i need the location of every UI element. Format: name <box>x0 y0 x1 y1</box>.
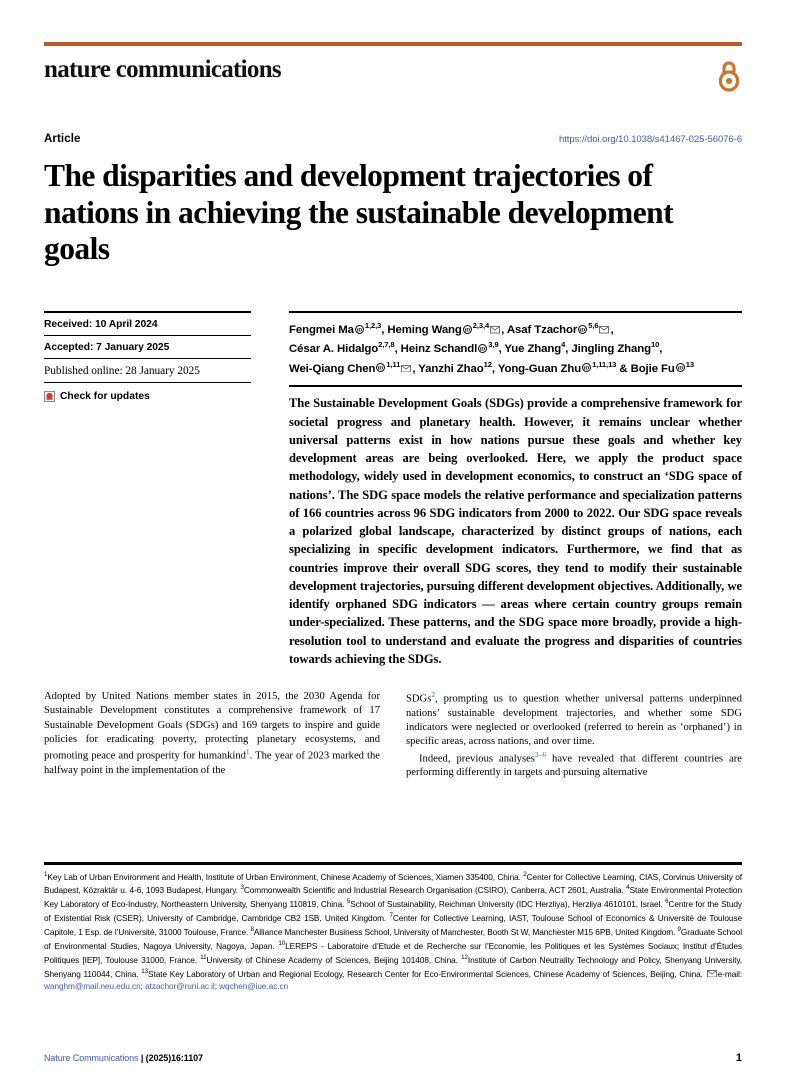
footer-volume-pages: | (2025)16:1107 <box>140 1053 203 1063</box>
check-for-updates-label: Check for updates <box>60 391 150 403</box>
envelope-icon[interactable] <box>490 326 500 334</box>
metadata-and-abstract <box>44 311 742 669</box>
affiliation-marker: 1,11 <box>386 359 401 369</box>
affiliation-entry: School of Sustainability, Reichman University (IDC Herzliya), Herzliya 4610101, Israel. <box>350 898 666 909</box>
footer-citation <box>44 1053 203 1063</box>
affiliation-number: 11 <box>200 953 207 961</box>
affiliation-marker: 1,11,13 <box>592 359 617 369</box>
affiliation-marker: 2,7,8 <box>378 340 395 350</box>
orcid-icon[interactable] <box>355 325 364 334</box>
svg-text:iD: iD <box>464 327 470 334</box>
affiliation-entry: Centre for the Study of Existential Risk (CSER), University of Cambridge, Cambridge CB2 1SB, United Kingdom. <box>44 898 742 923</box>
svg-text:iD: iD <box>356 327 362 334</box>
author-name[interactable]: Yanzhi Zhao <box>418 362 484 375</box>
affiliation-entry: Center for Collective Learning, IAST, Toulouse School of Economics & Université de Toulouse Capitole, 1 Esp. de l’Université, 31000 Toulouse, France. <box>44 912 742 937</box>
crossmark-icon <box>44 391 55 402</box>
svg-text:iD: iD <box>583 366 590 373</box>
metadata-panel <box>44 311 251 669</box>
affiliation-marker: 4 <box>561 340 566 350</box>
affiliation-entry: Graduate School of Environmental Studies, Nagoya University, Nagoya, Japan. <box>44 926 742 951</box>
affiliation-number: 2 <box>523 870 527 878</box>
affiliation-entry: Key Lab of Urban Environment and Health, Institute of Urban Environment, Chinese Academy of Sciences, Xiamen 335400, China. <box>47 871 524 882</box>
page-number: 1 <box>735 1052 742 1064</box>
page-title: The disparities and development trajectories of nations in achieving the sustainable development goals <box>44 158 674 267</box>
affiliation-number: 4 <box>626 884 630 892</box>
masthead <box>44 56 742 97</box>
paragraph: Indeed, previous analyses$^{3-6}$ have revealed that different countries are performing differently in targets and pursuing alternative <box>406 749 743 779</box>
affiliation-number: 12 <box>461 953 468 961</box>
body-columns <box>44 690 742 780</box>
email-label: e-mail: <box>717 968 742 979</box>
orcid-icon[interactable] <box>376 363 385 372</box>
affiliation-number: 7 <box>389 912 393 920</box>
affiliation-number: 3 <box>240 884 244 892</box>
orcid-icon[interactable] <box>578 325 587 334</box>
orcid-icon[interactable] <box>463 325 472 334</box>
paragraph: Adopted by United Nations member states in 2015, the 2030 Agenda for Sustainable Development constitutes a comprehensive framework of 17 Sustainable Development Goals (SDGs) and 169 targets to inspire and guide policies for eradicating poverty, protecting planetary ecosystems, and promoting peace and prosperity for humankind$^1$. The year of 2023 marked the halfway point in the implementation of the <box>44 691 380 776</box>
paragraph: SDGs$^2$, prompting us to question whether universal patterns underpinned nations’ sustainable development trajectories, and whether some SDG indicators were neglected or overlooked (referred to herein as ‘orphaned’) in specific areas, across nations, and over time. <box>406 690 742 748</box>
author-name[interactable]: Wei-Qiang Chen <box>289 362 376 375</box>
orcid-icon[interactable] <box>676 363 685 372</box>
email-link[interactable]: atzachor@runi.ac.il <box>145 981 215 992</box>
svg-text:iD: iD <box>580 327 586 334</box>
reference-marker[interactable]: 2 <box>431 690 436 700</box>
affiliation-number: 5 <box>346 898 351 906</box>
affiliations-section <box>44 862 742 993</box>
affiliation-entry: State Key Laboratory of Urban and Regional Ecology, Research Center for Eco-Environmental Sciences, Chinese Academy of Sciences, Beijing, China. <box>148 968 706 979</box>
affiliation-marker: 1,2,3 <box>364 321 382 331</box>
author-name[interactable]: Yong-Guan Zhu <box>497 362 582 375</box>
doi-link[interactable]: https://doi.org/10.1038/s41467-025-56076-6 <box>558 134 742 145</box>
affiliations-text: $^1$Key Lab of Urban Environment and Health, Institute of Urban Environment, Chinese Academy of Sciences, Xiamen 335400, China. $^2$Center for Collective Learning, CIAS, Corvinus University of Budapest, Közraktár u. 4-6, 1093 Budapest, Hungary. $^3$Commonwealth Scientific and Industrial Research Organisation (CSIRO), Canberra, ACT 2601, Australia. $^4$State Environmental Protection Key Laboratory of Eco-Industry, Northeastern University, Shenyang 110819, China. $^5$School of Sustainability, Reichman University (IDC Herzliya), Herzliya 4610101, Israel. $^6$Centre for the Study of Existential Risk (CSER), University of Cambridge, Cambridge CB2 1SB, United Kingdom. $^7$Center for Collective Learning, IAST, Toulouse School of Economics & Université de Toulouse Capitole, 1 Esp. de l’Université, 31000 Toulouse, France. $^8$Alliance Manchester Business School, University of Manchester, Booth St W, Manchester M15 6PB, United Kingdom. $^9$Graduate School of Environmental Studies, Nagoya University, Nagoya, Japan. $^{10}$LEREPS - Laboratoire d’Etude et de Recherche sur l’Economie, les Politiques et les Systèmes Sociaux; Institut d’Études Politiques [IEP], Toulouse 31000, France. $^{11}$University of Chinese Academy of Sciences, Beijing 101408, China. $^{12}$Institute of Carbon Neutrality Technology and Policy, Shenyang University, Shenyang 110044, China. $^{13}$State Key Laboratory of Urban and Regional Ecology, Research Center for Eco-Environmental Sciences, Chinese Academy of Sciences, Beijing, China. e-mail: wanghm@mail.neu.edu.cn; atzachor@runi.ac.il; wqchen@iue.ac.cn <box>44 870 743 992</box>
masthead-accent-rule <box>44 42 742 46</box>
envelope-icon[interactable] <box>401 365 411 373</box>
article-header-row <box>44 133 742 145</box>
article-page <box>0 42 786 1089</box>
affiliation-marker: 12 <box>483 359 492 369</box>
body-column-left <box>44 690 380 780</box>
affiliation-entry: LEREPS - Laboratoire d’Etude et de Recherche sur l’Economie, les Politiques et les Systèmes Sociaux; Institut d’Études Politiques [IEP], Toulouse 31000, France. <box>44 940 742 965</box>
article-type-label: Article <box>44 133 81 145</box>
author-line: Fengmei Ma iD $^{1,2,3}$, Heming Wang iD $^{2,3,4}$ , Asaf Tzachor iD $^{5,6}$ , <box>289 321 614 336</box>
affiliation-entry: State Environmental Protection Key Laboratory of Eco-Industry, Northeastern University, Shenyang 110819, China. <box>44 885 742 909</box>
open-access-lock-icon <box>716 58 742 97</box>
affiliation-number: 8 <box>250 925 254 933</box>
abstract-text: The Sustainable Development Goals (SDGs) provide a comprehensive framework for societal progress and planetary health. However, it remains unclear whether universal patterns exist in how nations pursue these goals and whether key development areas are being overlooked. Here, we apply the product space methodology, widely used in development economics, to construct an ‘SDG space of nations’. The SDG space models the relative performance and specialization patterns of 166 countries across 96 SDG indicators from 2000 to 2022. Our SDG space reveals a polarized global landscape, characterized by distinct groups of nations, each specializing in specific development indicators. Furthermore, we find that as countries improve their overall SDG scores, they tend to modify their sustainable development trajectories, pursuing different development objectives. Additionally, we identify orphaned SDG indicators — areas where certain country groups remain under-specialized. These patterns, and the SDG space more broadly, provide a high-resolution tool to understand and evaluate the progress and disparities of countries towards achieving the SDGs. <box>289 396 742 666</box>
orcid-icon[interactable] <box>478 344 487 353</box>
author-name[interactable]: Yue Zhang <box>504 343 562 356</box>
author-name[interactable]: Jingling Zhang <box>571 343 651 356</box>
page-footer <box>44 1052 742 1064</box>
body-column-right <box>406 690 742 780</box>
author-name[interactable]: César A. Hidalgo <box>289 343 379 356</box>
affiliation-number: 9 <box>677 925 681 933</box>
svg-text:iD: iD <box>480 346 486 353</box>
svg-text:iD: iD <box>378 366 384 373</box>
orcid-icon[interactable] <box>582 363 591 372</box>
affiliation-entry: Center for Collective Learning, CIAS, Corvinus University of Budapest, Közraktár u. 4-6, 1093 Budapest, Hungary. <box>44 871 742 896</box>
author-name[interactable]: Heming Wang <box>387 323 462 336</box>
footer-journal-name[interactable]: Nature Communications <box>44 1053 139 1063</box>
affiliation-number: 1 <box>44 870 48 878</box>
affiliation-entry: Institute of Carbon Neutrality Technology and Policy, Shenyang University, Shenyang 110044, China. <box>44 954 743 979</box>
affiliation-entry: University of Chinese Academy of Sciences, Beijing 101408, China. <box>206 954 462 965</box>
published-date: Published online: 28 January 2025 <box>44 365 200 378</box>
author-name[interactable]: Fengmei Ma <box>289 323 354 336</box>
affiliation-marker: 3,9 <box>488 340 499 350</box>
affiliation-marker: 13 <box>685 359 694 369</box>
reference-marker[interactable]: 3–6 <box>534 749 547 759</box>
author-name[interactable]: Bojie Fu <box>630 362 675 375</box>
affiliation-number: 10 <box>278 939 286 947</box>
received-date: Received: 10 April 2024 <box>44 319 158 331</box>
author-name[interactable]: Asaf Tzachor <box>506 323 578 336</box>
author-line: César A. Hidalgo$^{2,7,8}$, Heinz Schandl iD $^{3,9}$, Yue Zhang$^4$, Jingling Zhang$^{10}$, <box>289 340 663 356</box>
affiliation-marker: 10 <box>650 340 660 350</box>
abstract-panel <box>289 311 742 669</box>
affiliation-entry: Commonwealth Scientific and Industrial Research Organisation (CSIRO), Canberra, ACT 2601, Australia. <box>243 885 627 896</box>
author-name[interactable]: Heinz Schandl <box>400 343 478 356</box>
author-list <box>289 313 742 378</box>
email-link[interactable]: wqchen@iue.ac.cn <box>219 981 289 992</box>
envelope-icon[interactable] <box>707 970 717 978</box>
reference-marker[interactable]: 1 <box>245 747 250 757</box>
author-line: Wei-Qiang Chen iD $^{1,11}$ , Yanzhi Zhao$^{12}$, Yong-Guan Zhu iD $^{1,11,13}$ & Bojie Fu iD $^{13}$ <box>289 359 694 375</box>
affiliation-marker: 2,3,4 <box>472 321 490 331</box>
affiliation-marker: 5,6 <box>588 321 599 331</box>
email-link[interactable]: wanghm@mail.neu.edu.cn <box>44 981 141 992</box>
journal-name: nature communications <box>44 56 281 83</box>
affiliation-number: 6 <box>665 898 669 906</box>
accepted-date: Accepted: 7 January 2025 <box>44 342 170 354</box>
affiliation-number: 13 <box>141 967 149 975</box>
check-for-updates-button[interactable] <box>44 383 251 402</box>
envelope-icon[interactable] <box>599 326 609 334</box>
svg-text:iD: iD <box>677 366 683 373</box>
affiliation-entry: Alliance Manchester Business School, University of Manchester, Booth St W, Manchester M15 6PB, United Kingdom. <box>253 926 678 937</box>
